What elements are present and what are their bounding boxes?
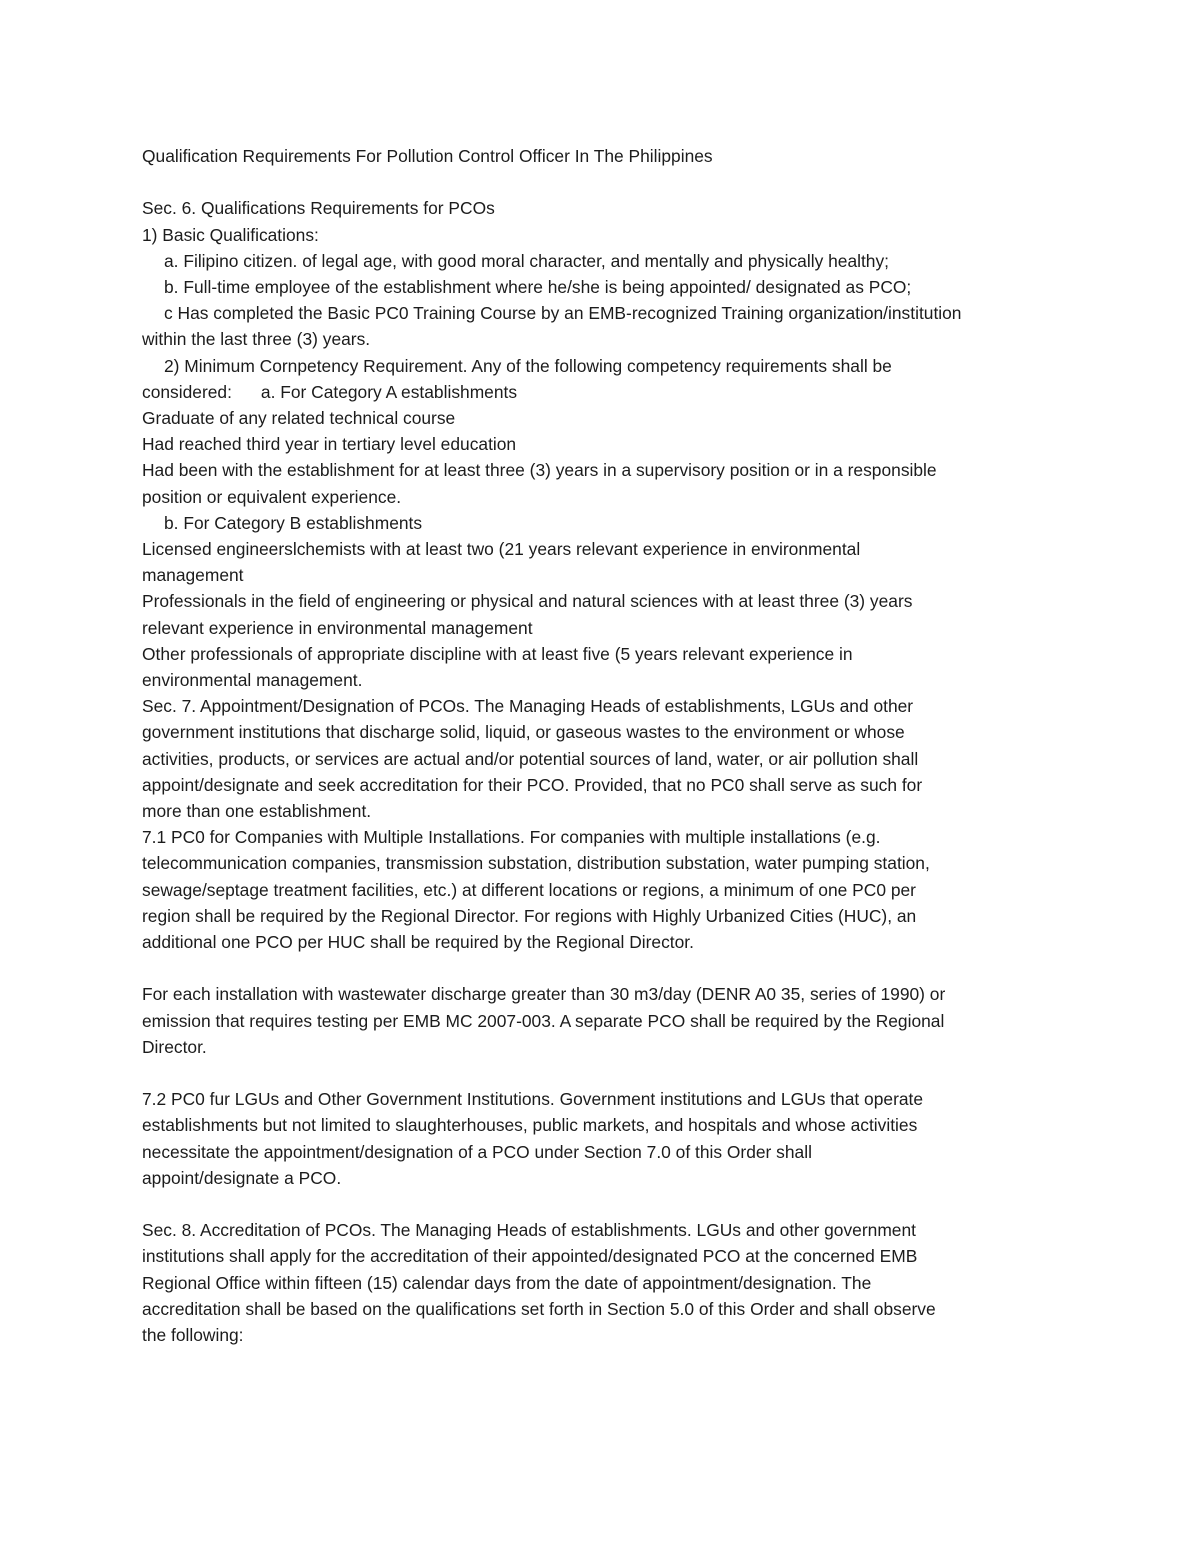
section-7-paragraph: Sec. 7. Appointment/Designation of PCOs. The Managing Heads of establishments, LGUs and other (142, 696, 914, 717)
section-7-1-paragraph: 7.1 PC0 for Companies with Multiple Installations. For companies with multiple installations (e.g. (142, 827, 881, 848)
section-8-line: the following: (142, 1325, 244, 1346)
qualification-b: b. Full-time employee of the establishment where he/she is being appointed/ designated as PCO; (164, 277, 912, 297)
paragraph-gap (142, 955, 1072, 981)
competency-heading: 2) Minimum Cornpetency Requirement. Any of the following competency requirements shall be (164, 355, 892, 376)
section-7-line: more than one establishment. (142, 801, 372, 822)
basic-qualifications-heading: 1) Basic Qualifications: (142, 224, 319, 245)
section-7-1-line: telecommunication companies, transmission substation, distribution substation, water pumping station, (142, 853, 930, 874)
category-b-item-1-continued: management (142, 565, 244, 586)
wastewater-paragraph: For each installation with wastewater discharge greater than 30 m3/day (DENR A0 35, series of 1990) or (142, 984, 946, 1005)
section-7-2-paragraph: 7.2 PC0 fur LGUs and Other Government Institutions. Government institutions and LGUs that operate (142, 1089, 924, 1110)
section-7-line: appoint/designate and seek accreditation for their PCO. Provided, that no PC0 shall serve as such for (142, 774, 923, 795)
section-7-2-line: necessitate the appointment/designation of a PCO under Section 7.0 of this Order shall (142, 1141, 812, 1162)
section-7-2-line: establishments but not limited to slaughterhouses, public markets, and hospitals and whose activities (142, 1115, 918, 1136)
category-a-item-3: Had been with the establishment for at least three (3) years in a supervisory position or in a responsible (142, 460, 937, 481)
wastewater-line: emission that requires testing per EMB MC 2007-003. A separate PCO shall be required by the Regional (142, 1010, 945, 1031)
section-7-line: government institutions that discharge solid, liquid, or gaseous wastes to the environment or whose (142, 722, 905, 743)
category-b-item-1: Licensed engineerslchemists with at least two (21 years relevant experience in environmental (142, 539, 861, 560)
category-a-heading: considered: a. For Category A establishments (142, 381, 518, 402)
category-b-item-3: Other professionals of appropriate discipline with at least five (5 years relevant experience in (142, 643, 853, 664)
category-a-item-1: Graduate of any related technical course (142, 408, 456, 429)
category-b-item-3-continued: environmental management. (142, 670, 363, 691)
qualification-c-continued: within the last three (3) years. (142, 329, 371, 350)
section-8-line: accreditation shall be based on the qualifications set forth in Section 5.0 of this Order and shall observe (142, 1298, 936, 1319)
qualification-a: a. Filipino citizen. of legal age, with good moral character, and mentally and physically healthy; (164, 250, 890, 271)
section-8-line: institutions shall apply for the accreditation of their appointed/designated PCO at the concerned EMB (142, 1246, 918, 1267)
section-7-1-line: region shall be required by the Regional Director. For regions with Highly Urbanized Cities (HUC), an (142, 905, 917, 926)
section-7-line: activities, products, or services are actual and/or potential sources of land, water, or air pollution shall (142, 748, 919, 769)
document-body (142, 143, 1072, 1348)
category-b-item-2-continued: relevant experience in environmental management (142, 617, 533, 638)
section-8-line: Regional Office within fifteen (15) calendar days from the date of appointment/designation. The (142, 1272, 872, 1293)
paragraph-gap (142, 1060, 1072, 1086)
qualification-c: c Has completed the Basic PC0 Training Course by an EMB-recognized Training organization/institution (164, 303, 962, 324)
section-7-1-line: sewage/septage treatment facilities, etc.) at different locations or regions, a minimum of one PC0 per (142, 879, 916, 900)
section-8-paragraph: Sec. 8. Accreditation of PCOs. The Managing Heads of establishments. LGUs and other government (142, 1220, 916, 1241)
section-7-1-line: additional one PCO per HUC shall be required by the Regional Director. (142, 932, 694, 953)
category-a-item-3-continued: position or equivalent experience. (142, 486, 402, 507)
category-b-item-2: Professionals in the field of engineering or physical and natural sciences with at least three (3) years (142, 591, 913, 612)
section-6-heading: Sec. 6. Qualifications Requirements for PCOs (142, 198, 495, 219)
category-a-item-2: Had reached third year in tertiary level education (142, 434, 517, 455)
section-7-2-line: appoint/designate a PCO. (142, 1167, 342, 1188)
paragraph-gap (142, 1191, 1072, 1217)
document-title: Qualification Requirements For Pollution Control Officer In The Philippines (142, 146, 713, 166)
wastewater-line: Director. (142, 1036, 207, 1057)
category-b-heading: b. For Category B establishments (164, 512, 423, 533)
